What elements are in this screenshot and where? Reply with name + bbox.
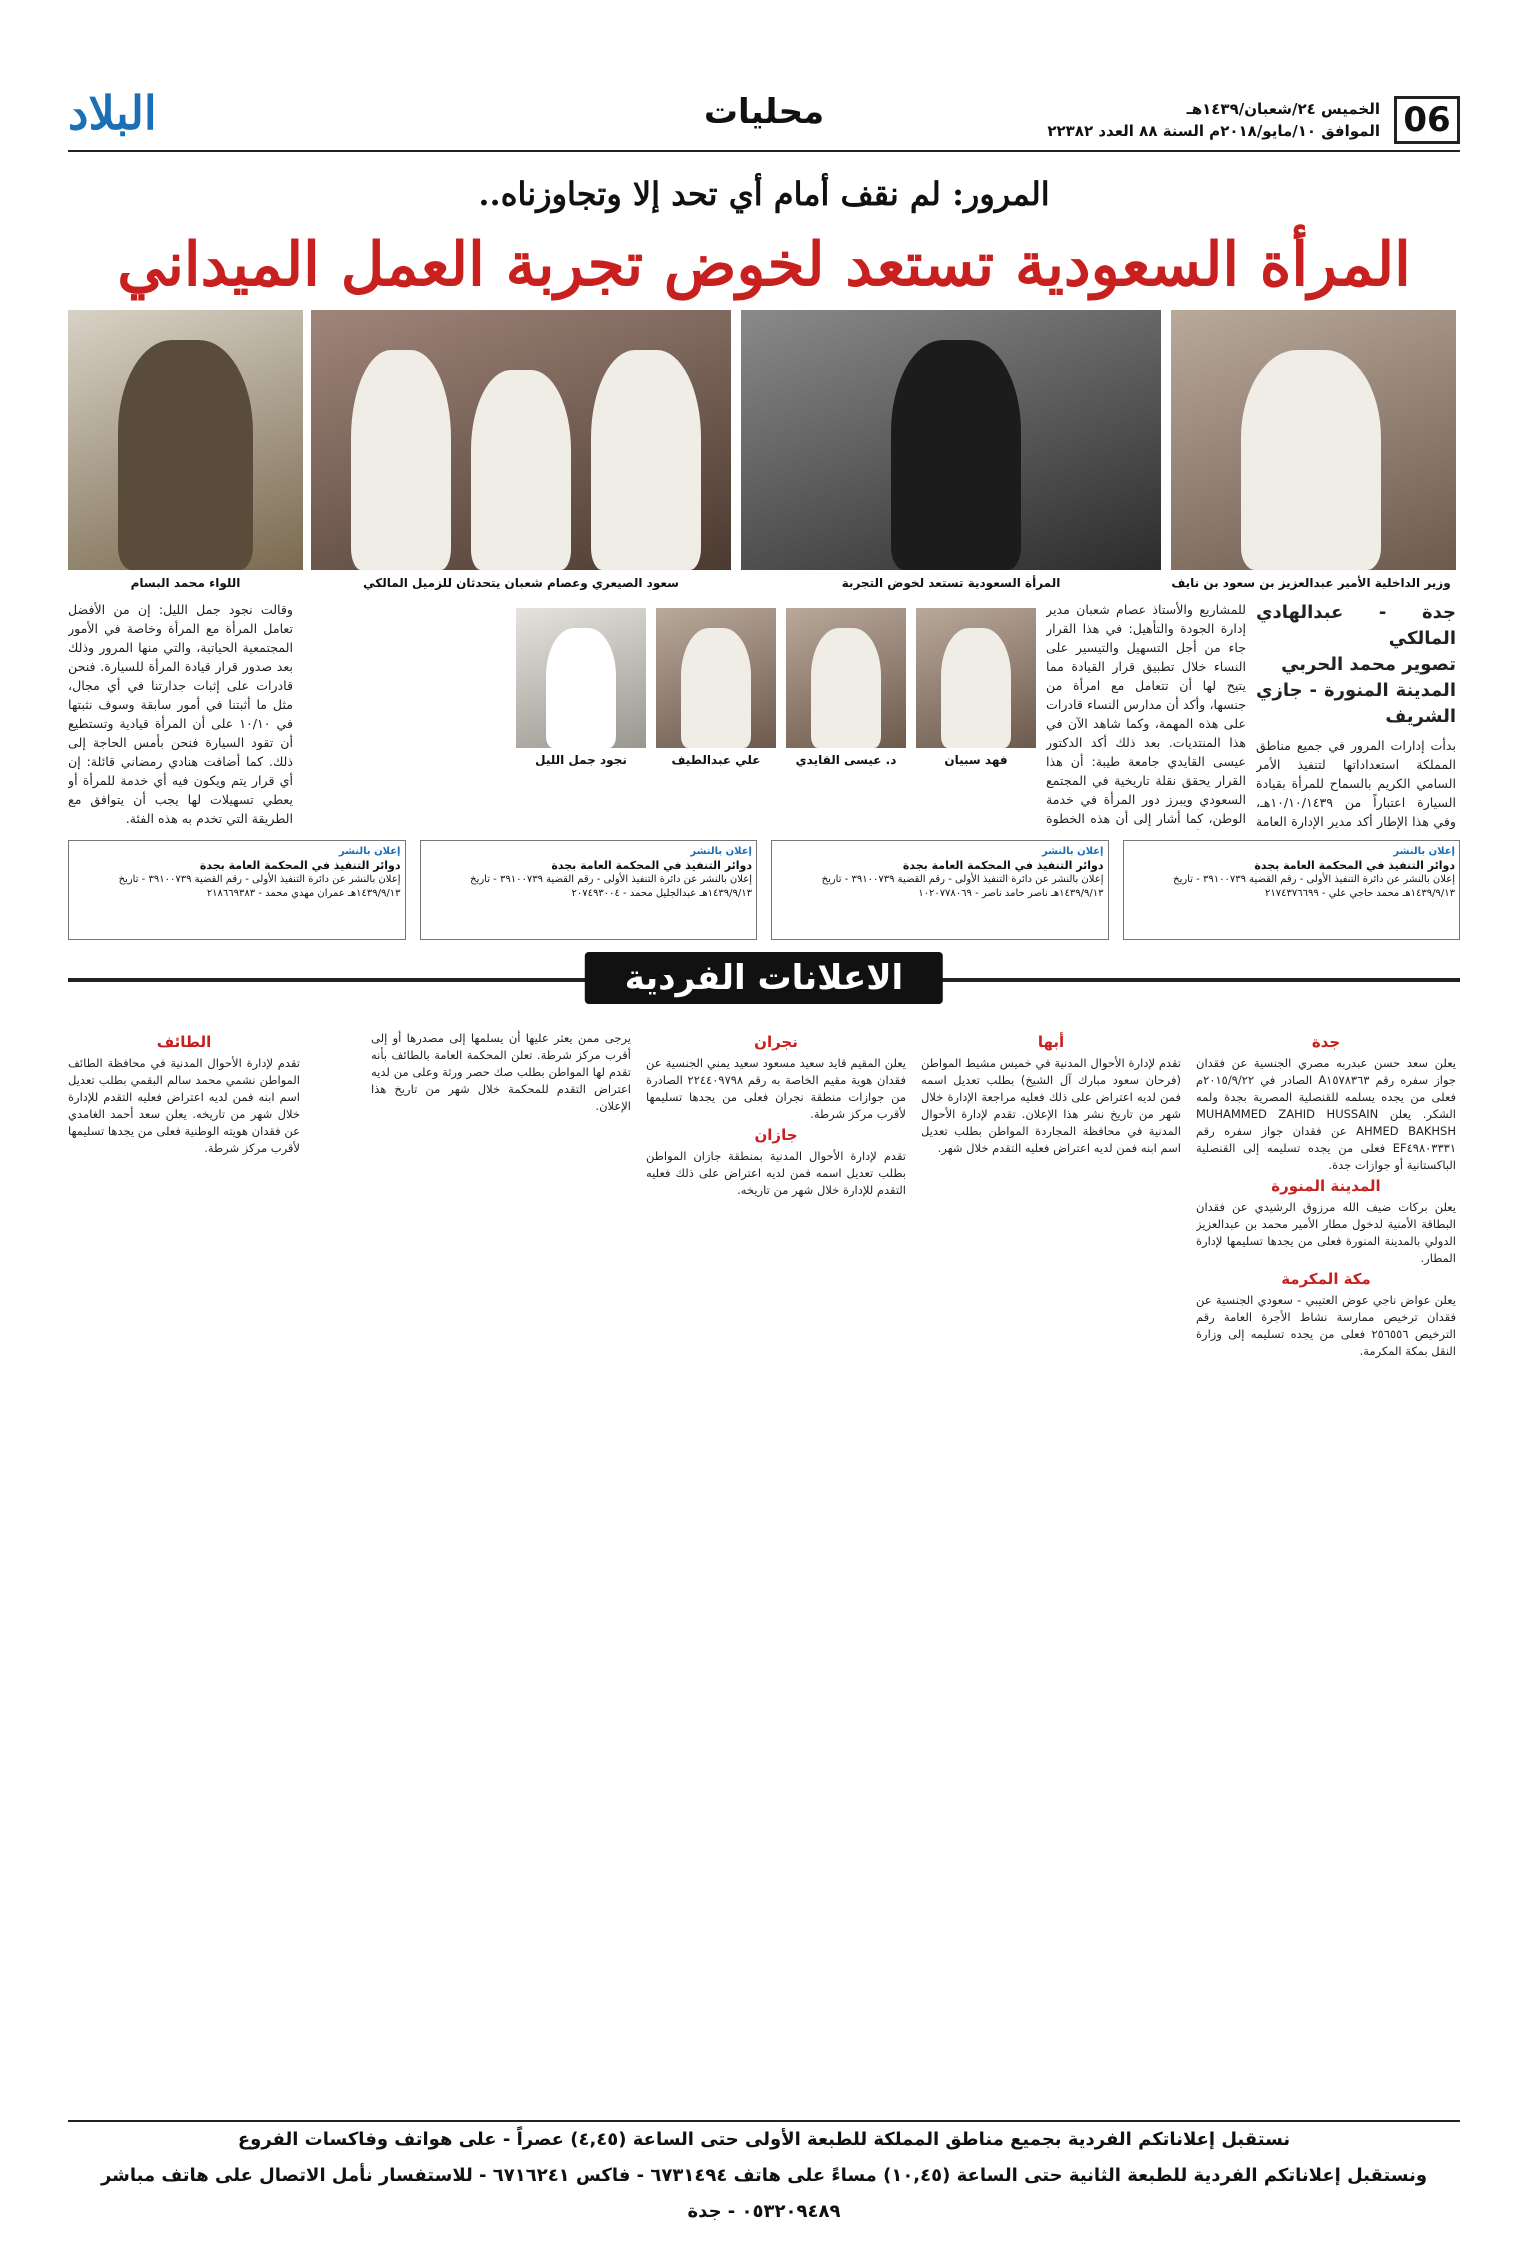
- notice-title: دوائر التنفيذ في المحكمة العامة بجدة: [1254, 859, 1455, 872]
- notice-body: إعلان بالنشر عن دائرة التنفيذ الأولى - رقم القضية ٣٩١٠٠٧٣٩ - تاريخ ١٤٣٩/٩/١٣هـ: [821, 874, 1104, 899]
- notice-name: عبدالجليل محمد: [629, 888, 697, 899]
- general-caption: اللواء محمد البسام: [130, 576, 241, 590]
- classified-column-2: [921, 1030, 1181, 2110]
- classified-region-najran: نجران: [754, 1033, 798, 1051]
- driver-caption: المرأة السعودية تستعد لخوض التجربة: [841, 576, 1061, 590]
- date-gregorian: الموافق ١٠/مايو/٢٠١٨م السنة ٨٨ العدد ٢٢٣٨٢: [1047, 122, 1380, 140]
- classified-text: يعلن المقيم قايد سعيد مسعود سعيد يمني الجنسية عن فقدان هوية مقيم الخاصة به رقم ٢٢٤٤٠٩٧٩٨ الصادرة من جوازات منطقة نجران فعلى من يجدها تسليمها لأقرب مركز شرطة.: [646, 1056, 906, 1121]
- person-caption-1: فهد سبيان: [944, 753, 1008, 767]
- person-caption-2: د. عيسى القايدي: [795, 753, 897, 767]
- legal-notice: إعلان بالنشر دوائر التنفيذ في المحكمة العامة بجدة إعلان بالنشر عن دائرة التنفيذ الأولى - رقم القضية ٣٩١٠٠٧٣٩ - تاريخ ١٤٣٩/٩/١٣هـ ناصر حامد ناصر - ١٠٢٠٧٧٨٠٦٩: [771, 840, 1109, 940]
- classified-column-1: [1196, 1030, 1456, 2110]
- classified-text: يعلن بركات ضيف الله مرزوق الرشيدي عن فقدان البطاقة الأمنية لدخول مطار الأمير محمد بن عبدالعزيز الدولي بالمدينة المنورة فعلى من يجدها تسليمها لإدارة المطار.: [1196, 1200, 1456, 1265]
- byline-madinah: المدينة المنورة - جازي الشريف: [1256, 680, 1456, 727]
- classifieds-title: الاعلانات الفردية: [585, 952, 943, 1004]
- section-title: محليات: [703, 92, 825, 132]
- notice-title: دوائر التنفيذ في المحكمة العامة بجدة: [199, 859, 401, 872]
- notice-id: ٢٠٧٤٩٣٠٠٤: [571, 888, 620, 899]
- classified-region-abha: أبها: [1037, 1033, 1065, 1051]
- meeting-caption: سعود الصيعري وعصام شعبان يتحدثان للزميل المالكي: [363, 576, 679, 590]
- column-2-text: للمشاريع والأستاذ عصام شعبان مدير إدارة الجودة والتأهيل: في هذا القرار جاء من أجل التسهيل والتيسير على النساء خلال تطبيق قرار القيادة مما يتيح لها أن تتعامل مع امرأة من جنسها، وأكد أن مدارس النساء قادرات على هذه المهمة، وكما شاهد الآن في هذا المنتديات. بعد ذلك أكد الدكتور عيسى القايدي جامعة طيبة: أن هذا القرار يحقق نقلة تاريخية في المجتمع السعودي ويبرز دور المرأة في خدمة الوطن، كما أشار إلى أن هذه الخطوة: [1046, 602, 1246, 826]
- newspaper-logo: البلاد: [68, 86, 157, 140]
- meeting-photo: [311, 310, 731, 570]
- classified-column-5: [68, 1030, 300, 2110]
- article-subhead: المرور: لم نقف أمام أي تحد إلا وتجاوزناه..: [478, 175, 1050, 213]
- classified-text: يعلن عواض ناجي عوض العتيبي - سعودي الجنسية عن فقدان ترخيص ممارسة نشاط الأجرة العامة رقم الترخيص ٢٥٦٥٥٦ فعلى من يجده تسليمه إلى وزارة النقل بمكة المكرمة.: [1196, 1293, 1456, 1358]
- classified-text: تقدم لإدارة الأحوال المدنية في خميس مشيط المواطن (فرحان سعود مبارك آل الشيخ) بطلب تعديل اسمه فمن لديه اعتراض على ذلك فعليه مراجعة الإدارة خلال شهر من تاريخ نشر هذا الإعلان. تقدم لإدارة الأحوال المدنية في محافظة المجاردة المواطن بطلب تعديل اسم ابنه فمن لديه اعتراض فعليه التقدم خلال شهر.: [921, 1056, 1181, 1155]
- notice-badge: إعلان بالنشر: [1041, 846, 1104, 857]
- classifieds-footer: [68, 2120, 1460, 2222]
- classified-region-jeddah: جدة: [1311, 1033, 1341, 1051]
- legal-notice: إعلان بالنشر دوائر التنفيذ في المحكمة العامة بجدة إعلان بالنشر عن دائرة التنفيذ الأولى - رقم القضية ٣٩١٠٠٧٣٩ - تاريخ ١٤٣٩/٩/١٣هـ عمران مهدي محمد - ٢١٨٦٦٩٣٨٣: [68, 840, 406, 940]
- classified-text: يعلن سعد حسن عبدربه مصري الجنسية عن فقدان جواز سفره رقم A١٥٧٨٣٦٣ الصادر في ٢٠١٥/٩/٢٢م فعلى من يجده يسلمه للقنصلية المصرية بجدة ولمه الشكر. يعلن MUHAMMED ZAHID HUSSAIN AHMED BAKHSH عن فقدان جواز سفره رقم EF٤٩٨٠٣٣٣١ فعلى من يجده تسليمه إلى القنصلية الباكستانية أو جوازات جدة.: [1196, 1056, 1456, 1172]
- masthead: [68, 86, 1460, 152]
- classified-region-madinah: المدينة المنورة: [1271, 1177, 1381, 1195]
- classifieds-banner: [68, 950, 1460, 1012]
- legal-notice: إعلان بالنشر دوائر التنفيذ في المحكمة العامة بجدة إعلان بالنشر عن دائرة التنفيذ الأولى - رقم القضية ٣٩١٠٠٧٣٩ - تاريخ ١٤٣٩/٩/١٣هـ محمد حاجي علي - ٢١٧٤٣٧٦٦٩٩: [1123, 840, 1461, 940]
- byline: [1256, 600, 1456, 730]
- minister-caption: وزير الداخلية الأمير عبدالعزيز بن سعود بن نايف: [1171, 576, 1451, 590]
- notice-body: إعلان بالنشر عن دائرة التنفيذ الأولى - رقم القضية ٣٩١٠٠٧٣٩ - تاريخ ١٤٣٩/٩/١٣هـ: [1173, 874, 1455, 899]
- notice-title: دوائر التنفيذ في المحكمة العامة بجدة: [902, 859, 1104, 872]
- article-column-1: [1256, 600, 1456, 830]
- classified-region-makkah: مكة المكرمة: [1281, 1270, 1371, 1288]
- page-number: 06: [1394, 96, 1460, 144]
- classified-column-4: [371, 1030, 631, 2110]
- column-1-text: بدأت إدارات المرور في جميع مناطق المملكة استعداداتها لتنفيذ الأمر السامي الكريم بالسماح للمرأة بقيادة السيارة اعتباراً من ١٠/١٠/١٤٣٩هـ، وفي هذا الإطار أكد مدير الإدارة العامة: [1256, 738, 1456, 829]
- person-photo-3: [656, 608, 776, 748]
- footer-line-1: نستقبل إعلاناتكم الفردية بجميع مناطق المملكة للطبعة الأولى حتى الساعة (٤,٤٥) عصراً - على هواتف وفاكسات الفروع: [237, 2129, 1291, 2150]
- article-column-5: [68, 600, 293, 830]
- article-column-2: [1046, 600, 1246, 830]
- classified-text: يرجى ممن يعثر عليها أن يسلمها إلى مصدرها أو إلى أقرب مركز شرطة. تعلن المحكمة العامة بالطائف بأنه تقدم لها المواطن بطلب صك حصر ورثة وعلى من لديه اعتراض التقدم للمحكمة خلال شهر من تاريخ هذا الإعلان.: [371, 1031, 631, 1113]
- notice-id: ٢١٧٤٣٧٦٦٩٩: [1265, 888, 1319, 899]
- byline-reporter: جدة - عبدالهادي المالكي: [1256, 602, 1456, 649]
- legal-notice: إعلان بالنشر دوائر التنفيذ في المحكمة العامة بجدة إعلان بالنشر عن دائرة التنفيذ الأولى - رقم القضية ٣٩١٠٠٧٣٩ - تاريخ ١٤٣٩/٩/١٣هـ عبدالجليل محمد - ٢٠٧٤٩٣٠٠٤: [420, 840, 758, 940]
- notice-badge: إعلان بالنشر: [1393, 846, 1455, 857]
- classified-region-taif: الطائف: [156, 1033, 212, 1051]
- legal-notices: [68, 840, 1460, 940]
- general-photo: [68, 310, 303, 570]
- article-headline: المرأة السعودية تستعد لخوض تجربة العمل الميداني: [117, 230, 1411, 300]
- notice-id: ٢١٨٦٦٩٣٨٣: [206, 888, 256, 899]
- notice-name: ناصر حامد ناصر: [981, 888, 1048, 899]
- classified-column-3: [646, 1030, 906, 2110]
- byline-photographer: تصوير محمد الحربي: [1281, 654, 1456, 675]
- date-hijri: الخميس ٢٤/شعبان/١٤٣٩هـ: [1186, 100, 1380, 118]
- notice-title: دوائر التنفيذ في المحكمة العامة بجدة: [551, 859, 752, 872]
- person-photo-2: [786, 608, 906, 748]
- notice-badge: إعلان بالنشر: [338, 846, 401, 857]
- driver-photo: [741, 310, 1161, 570]
- notice-name: عمران مهدي محمد: [265, 888, 345, 899]
- minister-photo: [1171, 310, 1456, 570]
- notice-badge: إعلان بالنشر: [690, 846, 752, 857]
- classified-text: تقدم لإدارة الأحوال المدنية في محافظة الطائف المواطن نشمي محمد سالم البقمي بطلب تعديل اسم ابنه فمن لديه اعتراض فعليه التقدم للإدارة خلال شهر من تاريخه. يعلن سعد أحمد الغامدي عن فقدان هويته الوطنية فعلى من يجدها تسليمها لأقرب مركز شرطة.: [68, 1056, 300, 1155]
- notice-id: ١٠٢٠٧٧٨٠٦٩: [918, 888, 972, 899]
- classified-region-jazan: جازان: [754, 1126, 798, 1144]
- classified-text: تقدم لإدارة الأحوال المدنية بمنطقة جازان المواطن بطلب تعديل اسمه فمن لديه اعتراض على ذلك فعليه التقدم للإدارة خلال شهر من تاريخه.: [646, 1149, 906, 1197]
- notice-body: إعلان بالنشر عن دائرة التنفيذ الأولى - رقم القضية ٣٩١٠٠٧٣٩ - تاريخ ١٤٣٩/٩/١٣هـ: [470, 874, 752, 899]
- person-caption-3: علي عبدالطيف: [671, 753, 761, 767]
- notice-name: محمد حاجي علي: [1328, 888, 1400, 899]
- column-5-text: وقالت نجود جمل الليل: إن من الأفضل تعامل المرأة مع المرأة وخاصة في الأمور المجتمعية الحياتية، والتي منها المرور وذلك بعد صدور قرار قيادة المرأة للسيارة. فنحن قادرات على إثبات جدارتنا في أي مجال، مثل ما أثبتنا في أمور سابقة وسوف نثبتها في ١٠/١٠ على أن المرأة قيادية وتستطيع أن تقود السيارة فنحن بأمس الحاجة إلى ذلك. كما أضافت هنادي رمضاني قائلة: إن أي قرار يتم ويكون فيه أي خدمة للمرأة أو يعطي تسهيلات لها يجب أن يتوافق مع الطريقة التي تخدم به هذه الفئة.: [68, 602, 293, 826]
- footer-line-2: ونستقبل إعلاناتكم الفردية للطبعة الثانية حتى الساعة (١٠,٤٥) مساءً على هاتف ٦٧٣١٤٩٤ - فاكس ٦٧١٦٢٤١ - للاستفسار نأمل الاتصال على هاتف مباشر ٠٥٣٢٠٩٤٨٩ - جدة: [100, 2165, 1428, 2222]
- person-caption-4: نجود جمل الليل: [535, 753, 627, 767]
- person-photo-4: [516, 608, 646, 748]
- person-photo-1: [916, 608, 1036, 748]
- notice-body: إعلان بالنشر عن دائرة التنفيذ الأولى - رقم القضية ٣٩١٠٠٧٣٩ - تاريخ ١٤٣٩/٩/١٣هـ: [118, 874, 401, 899]
